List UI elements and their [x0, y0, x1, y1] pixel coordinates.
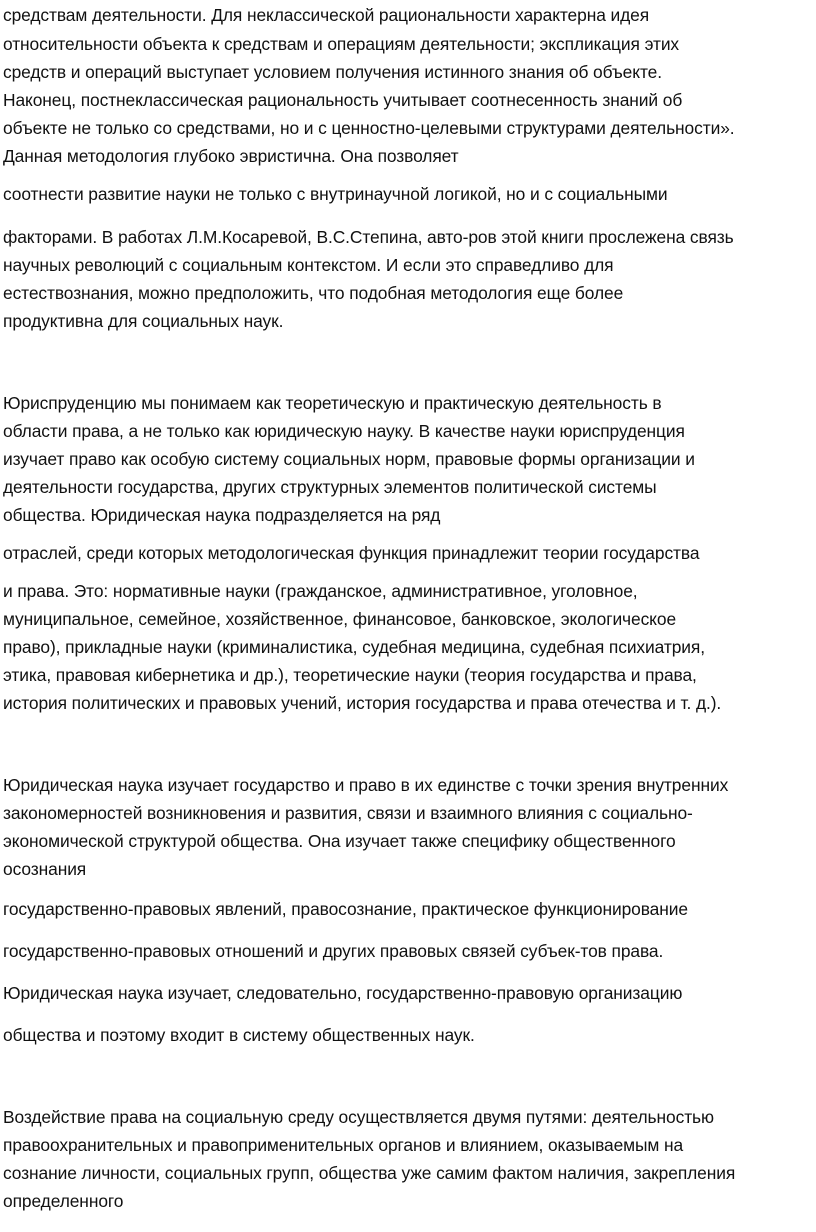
text-line: определенного	[3, 1191, 124, 1211]
text-line: факторами. В работах Л.М.Косаревой, В.С.Степина, авто-ров этой книги прослежена связь	[3, 227, 734, 247]
text-line: сознание личности, социальных групп, общества уже самим фактом наличия, закрепления	[3, 1163, 736, 1183]
text-line: и права. Это: нормативные науки (гражданское, административное, уголовное,	[3, 581, 638, 601]
text-line: относительности объекта к средствам и операциям деятельности; экспликация этих	[3, 34, 680, 54]
text-line: изучает право как особую систему социальных норм, правовые формы организации и	[3, 449, 695, 469]
text-line: экономической структурой общества. Она изучает также специфику общественного	[3, 831, 676, 851]
text-line: Юриспруденцию мы понимаем как теоретическую и практическую деятельность в	[3, 393, 662, 413]
text-line: средствам деятельности. Для неклассической рациональности характерна идея	[3, 5, 650, 25]
text-line: Наконец, постнеклассическая рациональность учитывает соотнесенность знаний об	[3, 90, 683, 110]
text-line: правоохранительных и правоприменительных органов и влиянием, оказываемым на	[3, 1135, 684, 1155]
text-line: общества. Юридическая наука подразделяется на ряд	[3, 505, 441, 525]
text-line: отраслей, среди которых методологическая функция принадлежит теории государства	[3, 543, 700, 563]
text-line: закономерностей возникновения и развития, связи и взаимного влияния с социально-	[3, 803, 693, 823]
text-line: объекте не только со средствами, но и с ценностно-целевыми структурами деятельности».	[3, 118, 735, 138]
text-line: соотнести развитие науки не только с внутринаучной логикой, но и с социальными	[3, 184, 668, 204]
text-line: средств и операций выступает условием получения истинного знания об объекте.	[3, 62, 662, 82]
text-line: деятельности государства, других структурных элементов политической системы	[3, 477, 657, 497]
text-line: государственно-правовых отношений и других правовых связей субъек-тов права.	[3, 941, 664, 961]
text-line: государственно-правовых явлений, правосознание, практическое функционирование	[3, 899, 688, 919]
text-line: история политических и правовых учений, история государства и права отечества и т. д.).	[3, 693, 722, 713]
text-line: муниципальное, семейное, хозяйственное, финансовое, банковское, экологическое	[3, 609, 677, 629]
text-line: Юридическая наука изучает, следовательно, государственно-правовую организацию	[3, 983, 683, 1003]
text-line: этика, правовая кибернетика и др.), теоретические науки (теория государства и права,	[3, 665, 697, 685]
text-line: Воздействие права на социальную среду осуществляется двумя путями: деятельностью	[3, 1107, 714, 1127]
text-line: Юридическая наука изучает государство и право в их единстве с точки зрения внутренних	[3, 775, 729, 795]
text-line: Данная методология глубоко эвристична. Она позволяет	[3, 146, 459, 166]
text-line: области права, а не только как юридическую науку. В качестве науки юриспруденция	[3, 421, 685, 441]
text-line: продуктивна для социальных наук.	[3, 311, 284, 331]
text-line: естествознания, можно предположить, что подобная методология еще более	[3, 283, 624, 303]
text-line: научных революций с социальным контекстом. И если это справедливо для	[3, 255, 614, 275]
text-line: общества и поэтому входит в систему общественных наук.	[3, 1025, 475, 1045]
text-line: осознания	[3, 859, 87, 879]
text-line: право), прикладные науки (криминалистика, судебная медицина, судебная психиатрия,	[3, 637, 705, 657]
